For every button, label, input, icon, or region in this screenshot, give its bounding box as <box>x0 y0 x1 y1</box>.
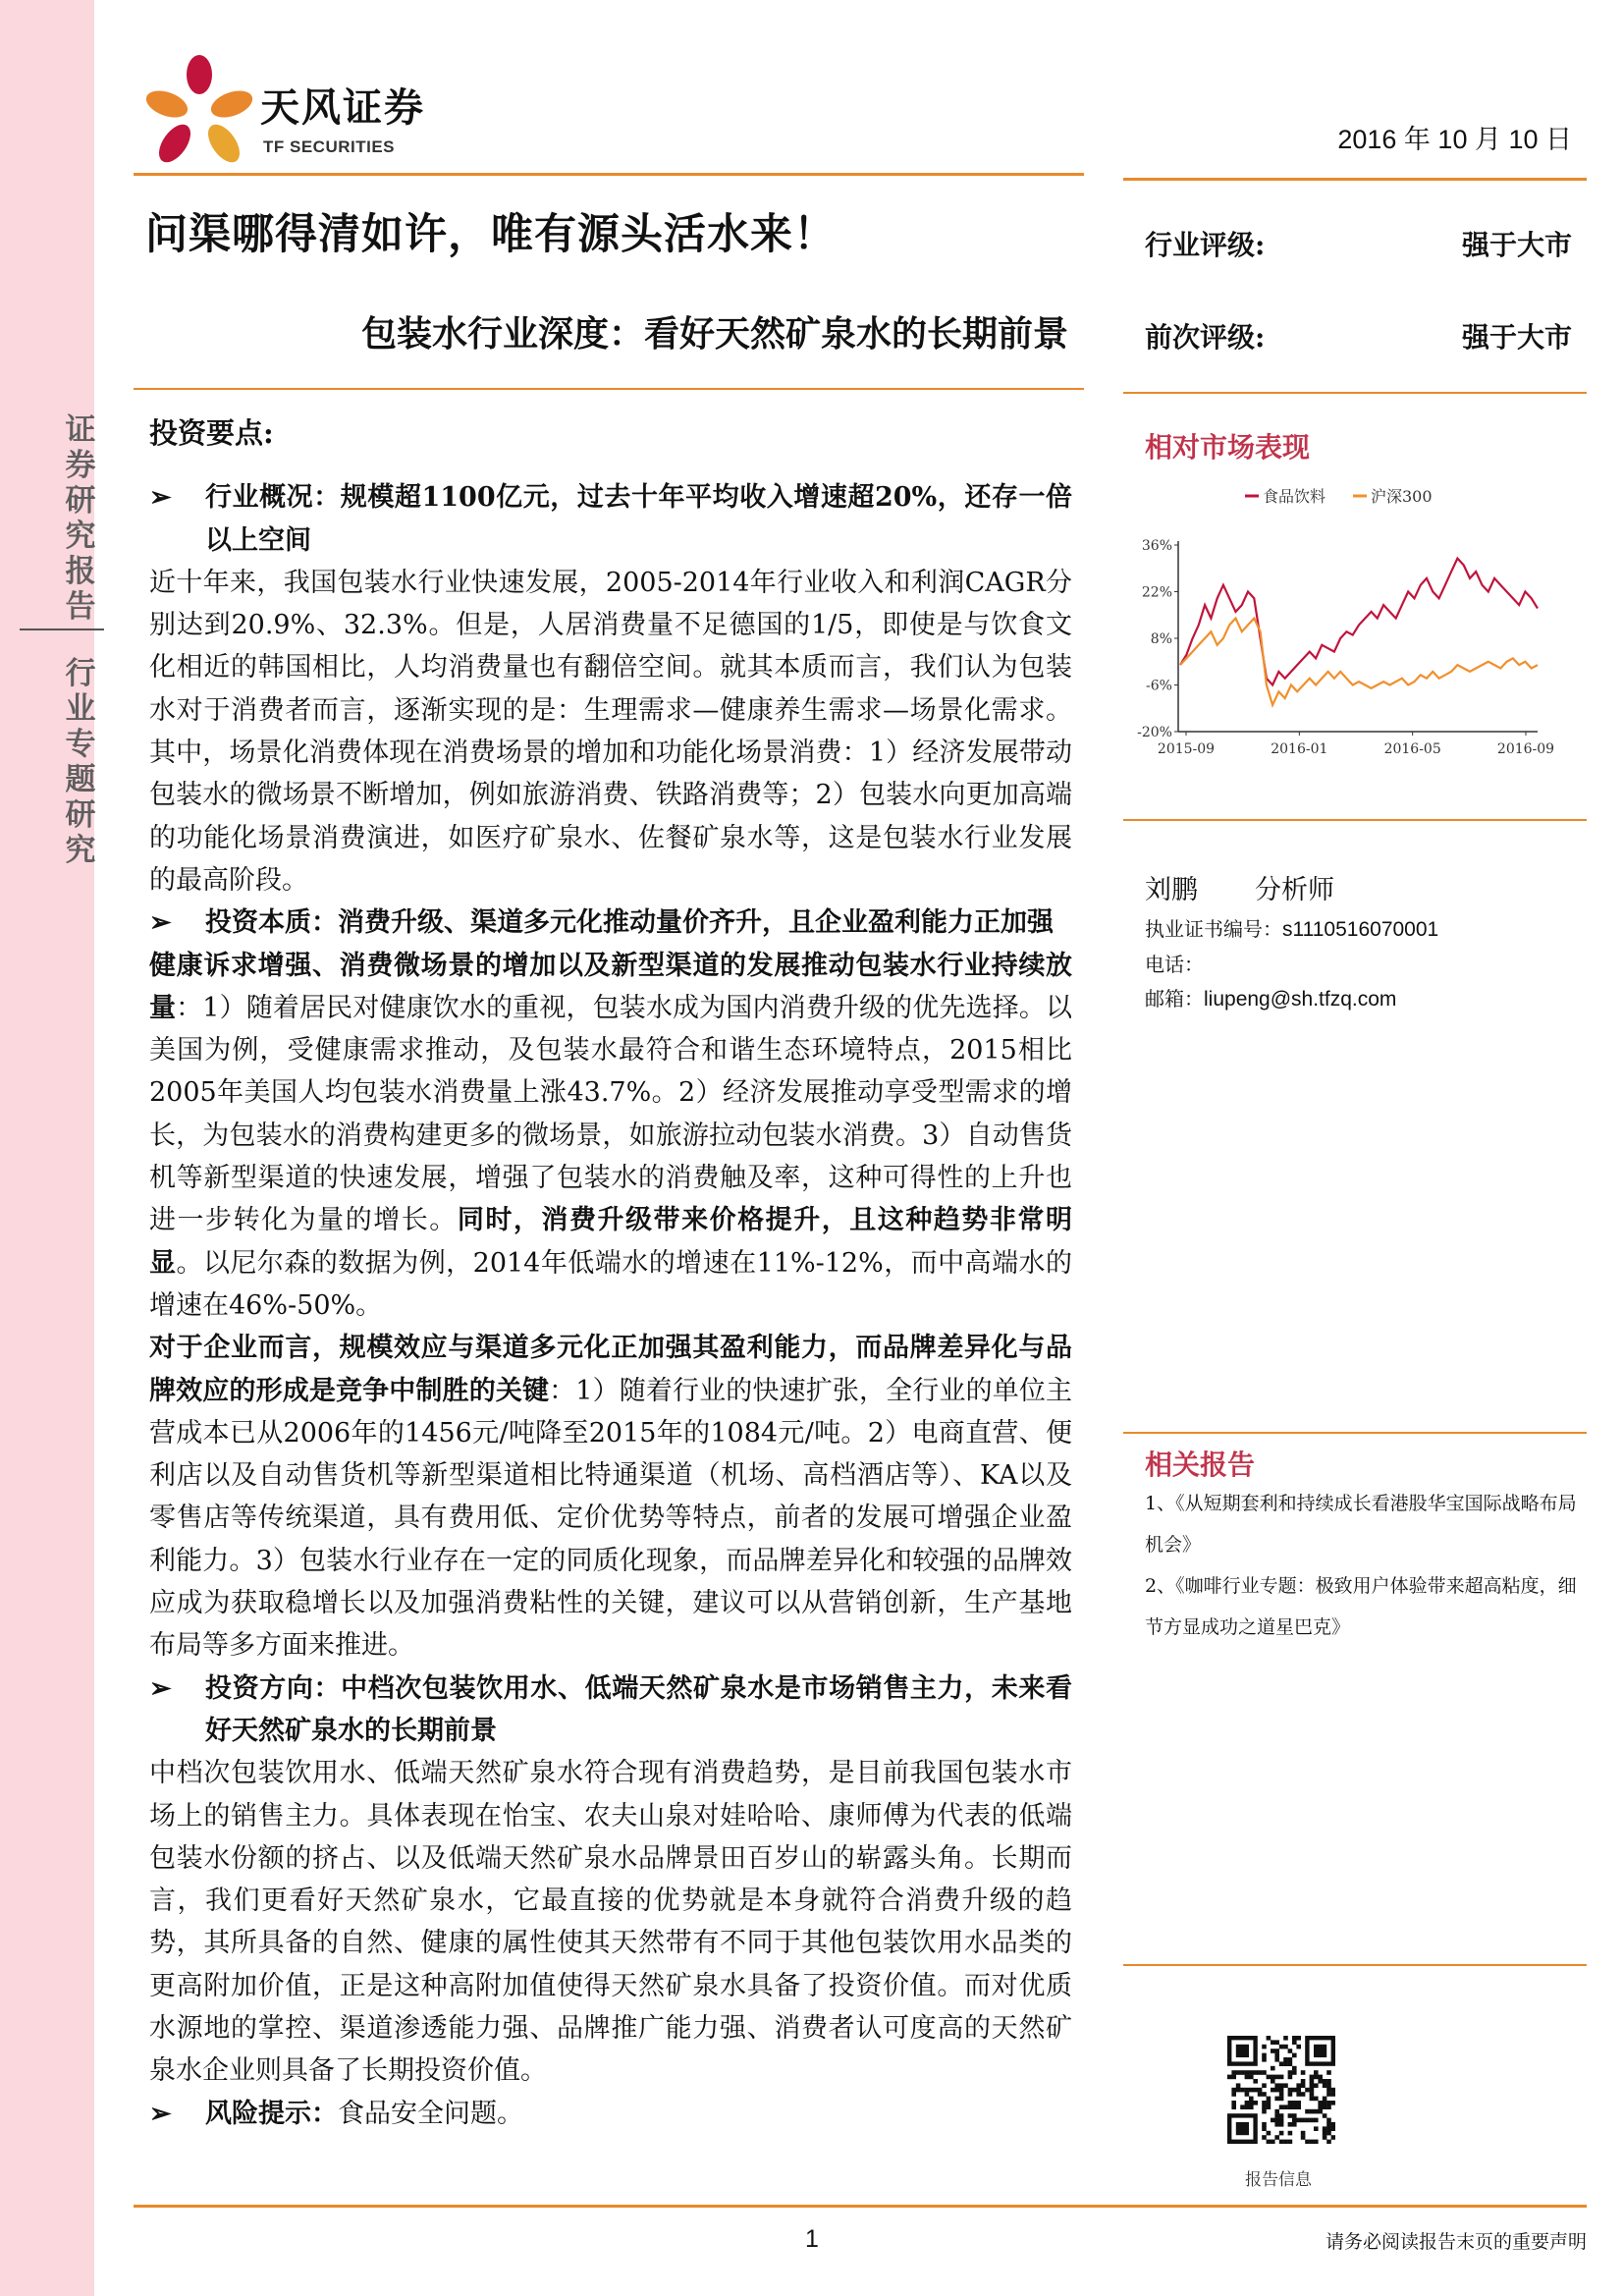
qr-module <box>1279 2061 1284 2066</box>
qr-module <box>1271 2075 1275 2080</box>
qr-module <box>1288 2105 1293 2109</box>
sidebar-char: 题 <box>65 762 96 797</box>
qr-module <box>1292 2088 1297 2093</box>
qr-module <box>1292 2066 1297 2071</box>
qr-module <box>1310 2088 1315 2093</box>
related-reports-title: 相关报告 <box>1145 1449 1256 1481</box>
sidebar-char: 究 <box>65 833 96 868</box>
qr-module <box>1314 2070 1319 2075</box>
sidebar-divider <box>20 629 104 630</box>
y-tick-label: 22% <box>1141 584 1172 601</box>
qr-module <box>1279 2097 1284 2102</box>
qr-module <box>1274 2057 1279 2062</box>
qr-module <box>1296 2088 1301 2093</box>
qr-module <box>1227 2075 1232 2080</box>
qr-module <box>1326 2131 1331 2136</box>
qr-module <box>1331 2101 1335 2105</box>
qr-module <box>1314 2126 1319 2131</box>
qr-module <box>1288 2122 1293 2127</box>
qr-module <box>1262 2092 1267 2097</box>
section-heading: 投资要点: <box>149 416 274 450</box>
qr-module <box>1314 2097 1319 2102</box>
legend-label-hs300: 沪深300 <box>1371 487 1433 506</box>
qr-module <box>1283 2140 1288 2144</box>
qr-module <box>1288 2070 1293 2075</box>
qr-module <box>1253 2070 1258 2075</box>
analyst-name-row <box>1145 874 1438 907</box>
qr-module <box>1279 2140 1284 2144</box>
qr-module <box>1305 2109 1310 2114</box>
sidebar-label-category <box>63 656 98 868</box>
title-rule <box>134 388 1084 390</box>
market-performance-title: 相对市场表现 <box>1145 431 1311 464</box>
qr-module <box>1274 2097 1279 2102</box>
qr-module <box>1288 2092 1293 2097</box>
qr-module <box>1262 2057 1267 2062</box>
risk-text: 食品安全问题。 <box>338 2098 523 2129</box>
qr-module <box>1323 2113 1327 2118</box>
qr-module <box>1310 2083 1315 2088</box>
qr-module <box>1292 2105 1297 2109</box>
text: ：1）随着行业的快速扩张，全行业的单位主营成本已从2006年的1456元/吨降至2015年的1084元/吨。2）电商直营、便利店以及自动售货机等新型渠道相比特通渠道（机场、高档酒店等）、KA以及零售店等传统渠道，具有费用低、定价优势等特点，前者的发展可增强企业盈利能力。3）包装水行业存在一定的同质化现象，而品牌差异化和较强的品牌效应成为获取稳增长以及加强消费粘性的关键，建议可以从营销创新，生产基地布局等多方面来推进。 <box>149 1375 1072 1662</box>
analyst-email-row <box>1145 981 1438 1016</box>
rating-rule <box>1123 392 1587 394</box>
qr-module <box>1331 2092 1335 2097</box>
qr-module <box>1296 2118 1301 2123</box>
qr-module <box>1274 2088 1279 2093</box>
bullet-risk <box>149 2093 1072 2135</box>
qr-module <box>1231 2105 1236 2109</box>
qr-module <box>1267 2131 1271 2136</box>
qr-module <box>1296 2105 1301 2109</box>
legend-label-food: 食品饮料 <box>1263 487 1326 506</box>
page-subtitle: 包装水行业深度：看好天然矿泉水的长期前景 <box>360 313 1068 355</box>
y-tick-label: -6% <box>1146 678 1172 694</box>
qr-module <box>1331 2135 1335 2140</box>
qr-module <box>1310 2109 1315 2114</box>
qr-module <box>1274 2109 1279 2114</box>
x-tick-label: 2016-05 <box>1383 741 1441 757</box>
arrow-bullet-icon: ➢ <box>149 907 172 939</box>
qr-module <box>1326 2118 1331 2123</box>
qr-module <box>1240 2105 1245 2109</box>
qr-module <box>1253 2088 1258 2093</box>
sidebar-char: 行 <box>65 656 96 691</box>
sidebar-char: 证 <box>65 412 96 448</box>
qr-module <box>1283 2045 1288 2050</box>
qr-module <box>1262 2105 1267 2109</box>
qr-module <box>1245 2088 1250 2093</box>
qr-module <box>1288 2049 1293 2053</box>
qr-module <box>1310 2075 1315 2080</box>
report-date: 2016 年 10 月 10 日 <box>1337 125 1572 154</box>
related-bottom-rule <box>1123 1964 1587 1966</box>
x-tick-label: 2016-01 <box>1271 741 1328 757</box>
sidebar-char: 业 <box>65 691 96 727</box>
qr-module <box>1292 2101 1297 2105</box>
qr-module <box>1331 2122 1335 2127</box>
qr-module <box>1318 2105 1323 2109</box>
qr-module <box>1318 2101 1323 2105</box>
qr-module <box>1236 2088 1241 2093</box>
qr-module <box>1274 2040 1279 2045</box>
qr-module <box>1245 2070 1250 2075</box>
qr-module <box>1296 2036 1301 2041</box>
bullet-investment-essence <box>149 902 1072 944</box>
sidebar-char: 研 <box>65 797 96 833</box>
qr-module <box>1301 2131 1306 2136</box>
analyst-phone-row <box>1145 947 1438 981</box>
qr-module <box>1323 2131 1327 2136</box>
qr-module <box>1288 2131 1293 2136</box>
qr-module <box>1323 2105 1327 2109</box>
qr-module <box>1288 2057 1293 2062</box>
qr-module <box>1292 2070 1297 2075</box>
bullet-title: 投资本质：消费升级、渠道多元化推动量价齐升，且企业盈利能力正加强 <box>205 907 1054 939</box>
qr-module <box>1262 2053 1267 2058</box>
industry-rating-value: 强于大市 <box>1461 229 1572 261</box>
qr-module <box>1262 2135 1267 2140</box>
sidebar-label-report-type <box>63 412 98 625</box>
qr-module <box>1301 2070 1306 2075</box>
y-tick-label: 36% <box>1141 538 1172 554</box>
qr-module <box>1245 2075 1250 2080</box>
qr-module <box>1318 2075 1323 2080</box>
analyst-block <box>1145 874 1438 1016</box>
qr-module <box>1271 2088 1275 2093</box>
qr-module <box>1274 2135 1279 2140</box>
industry-rating-label: 行业评级: <box>1145 229 1266 261</box>
qr-module <box>1288 2101 1293 2105</box>
qr-module <box>1271 2040 1275 2045</box>
qr-module <box>1274 2049 1279 2053</box>
qr-module <box>1292 2113 1297 2118</box>
footer-rule <box>134 2205 1587 2208</box>
email-label: 邮箱： <box>1145 987 1204 1011</box>
qr-module <box>1274 2075 1279 2080</box>
paragraph: 中档次包装饮用水、低端天然矿泉水符合现有消费趋势，是目前我国包装水市场上的销售主力。具体表现在怡宝、农夫山泉对娃哈哈、康师傅为代表的低端包装水份额的挤占、以及低端天然矿泉水品牌景田百岁山的崭露头角。长期而言，我们更看好天然矿泉水，它最直接的优势就是本身就符合消费升级的趋势，其所具备的自然、健康的属性使其天然带有不同于其他包装饮用水品类的更高附加价值，正是这种高附加值使得天然矿泉水具备了投资价值。而对优质水源地的掌控、渠道渗透能力强、品牌推广能力强、消费者认可度高的天然矿泉水企业则具备了长期投资价值。 <box>149 1758 1072 2087</box>
email-link[interactable]: liupeng@sh.tfzq.com <box>1204 988 1397 1011</box>
qr-module <box>1283 2057 1288 2062</box>
qr-module <box>1288 2140 1293 2144</box>
previous-rating-value: 强于大市 <box>1461 321 1572 354</box>
qr-module <box>1279 2118 1284 2123</box>
investment-highlights <box>149 412 1072 2135</box>
qr-module <box>1253 2101 1258 2105</box>
cert-number: s1110516070001 <box>1282 918 1439 941</box>
cert-label: 执业证书编号： <box>1145 917 1282 941</box>
qr-module <box>1323 2135 1327 2140</box>
chart-bottom-rule <box>1123 819 1587 821</box>
qr-module <box>1279 2105 1284 2109</box>
qr-module <box>1258 2088 1263 2093</box>
qr-module <box>1271 2066 1275 2071</box>
qr-module <box>1240 2070 1245 2075</box>
qr-module <box>1279 2131 1284 2136</box>
qr-module <box>1249 2088 1254 2093</box>
tf-logo-icon <box>145 55 253 171</box>
paragraph <box>149 1327 1072 1667</box>
risk-label: 风险提示： <box>205 2098 338 2129</box>
bold-lead: 对于企业而言，规模效应与渠道多元化正加强其盈利能力，而品牌差异化与品牌效应的形成是竞争中制胜的关键 <box>149 1333 1072 1406</box>
qr-module <box>1301 2092 1306 2097</box>
bullet-title: 投资方向：中档次包装饮用水、低端天然矿泉水是市场销售主力，未来看好天然矿泉水的长期前景 <box>205 1672 1072 1746</box>
qr-module <box>1267 2075 1271 2080</box>
qr-module <box>1279 2122 1284 2127</box>
qr-module <box>1249 2101 1254 2105</box>
chart-legend <box>1245 487 1433 506</box>
qr-module <box>1236 2045 1249 2057</box>
x-tick-label: 2016-09 <box>1496 741 1555 757</box>
qr-module <box>1323 2101 1327 2105</box>
qr-module <box>1231 2088 1236 2093</box>
qr-module <box>1314 2118 1319 2123</box>
qr-module <box>1296 2045 1301 2050</box>
qr-module <box>1279 2113 1284 2118</box>
qr-module <box>1236 2083 1241 2088</box>
qr-module <box>1323 2097 1327 2102</box>
qr-module <box>1326 2126 1331 2131</box>
bold-lead: 健康诉求增强、消费微场景的增加以及新型渠道的发展推动包装水行业持续放量 <box>149 950 1072 1023</box>
qr-module <box>1245 2101 1250 2105</box>
qr-module <box>1262 2101 1267 2105</box>
qr-module <box>1236 2122 1249 2135</box>
qr-module <box>1262 2109 1267 2114</box>
qr-module <box>1253 2079 1258 2084</box>
related-report-item[interactable]: 1、《从短期套利和持续成长看港股华宝国际战略布局机会》 <box>1145 1493 1577 1556</box>
qr-module <box>1231 2075 1236 2080</box>
qr-module <box>1326 2101 1331 2105</box>
qr-module <box>1279 2092 1284 2097</box>
brand-name-en: TF SECURITIES <box>263 137 396 156</box>
qr-module <box>1262 2070 1267 2075</box>
qr-module <box>1305 2118 1310 2123</box>
qr-module <box>1301 2083 1306 2088</box>
qr-module <box>1331 2126 1335 2131</box>
qr-module <box>1326 2105 1331 2109</box>
qr-module <box>1279 2075 1284 2080</box>
analyst-name: 刘鹏 <box>1145 875 1198 905</box>
arrow-bullet-icon: ➢ <box>149 2098 172 2129</box>
qr-module <box>1314 2075 1319 2080</box>
previous-rating-label: 前次评级: <box>1145 321 1266 354</box>
qr-module <box>1301 2079 1306 2084</box>
qr-module <box>1310 2140 1315 2144</box>
qr-label: 报告信息 <box>1245 2170 1312 2190</box>
qr-module <box>1301 2118 1306 2123</box>
qr-module <box>1283 2036 1288 2041</box>
y-tick-label: -20% <box>1137 725 1172 740</box>
qr-module <box>1249 2105 1254 2109</box>
qr-module <box>1283 2083 1288 2088</box>
qr-module <box>1288 2088 1293 2093</box>
paragraph <box>149 945 1072 1328</box>
series-line-hs300 <box>1180 619 1538 705</box>
qr-module <box>1326 2088 1331 2093</box>
analyst-cert-row <box>1145 911 1438 947</box>
qr-module <box>1310 2092 1315 2097</box>
market-performance-chart <box>1137 476 1569 791</box>
qr-module <box>1296 2083 1301 2088</box>
bold-lead: 同时，消费升级带来价格提升，且这种趋势非常明显 <box>149 1205 1072 1279</box>
qr-module <box>1310 2118 1315 2123</box>
page-number: 1 <box>805 2225 819 2253</box>
qr-module <box>1288 2061 1293 2066</box>
related-report-item[interactable]: 2、《咖啡行业专题：极致用户体验带来超高粘度，细节方显成功之道星巴克》 <box>1145 1575 1577 1638</box>
qr-module <box>1310 2079 1315 2084</box>
qr-module <box>1271 2140 1275 2144</box>
sidebar-char: 告 <box>65 589 96 625</box>
qr-module <box>1318 2109 1323 2114</box>
arrow-bullet-icon: ➢ <box>149 482 172 514</box>
qr-module <box>1292 2036 1297 2041</box>
qr-module <box>1305 2088 1310 2093</box>
sidebar-char: 券 <box>65 448 96 483</box>
related-top-rule <box>1123 1432 1587 1434</box>
qr-module <box>1267 2101 1271 2105</box>
qr-module <box>1258 2070 1263 2075</box>
qr-module <box>1274 2122 1279 2127</box>
sidebar-band <box>0 0 94 2296</box>
qr-module <box>1331 2088 1335 2093</box>
y-tick-label: 8% <box>1150 631 1172 647</box>
bullet-title: 行业概况：规模超1100亿元，过去十年平均收入增速超20%，还存一倍以上空间 <box>205 482 1072 556</box>
qr-module <box>1296 2092 1301 2097</box>
qr-module <box>1292 2040 1297 2045</box>
paragraph: 近十年来，我国包装水行业快速发展，2005-2014年行业收入和利润CAGR分别达到20.9%、32.3%。但是，人居消费量不足德国的1/5，即使是与饮食文化相近的韩国相比，人均消费量也有翻倍空间。就其本质而言，我们认为包装水对于消费者而言，逐渐实现的是：生理需求—健康养生需求—场景化需求。其中，场景化消费体现在消费场景的增加和功能化场景消费：1）经济发展带动包装水的微场景不断增加，例如旅游消费、铁路消费等；2）包装水向更加高端的功能化场景消费演进，如医疗矿泉水、佐餐矿泉水等，这是包装水行业发展的最高阶段。 <box>149 567 1072 896</box>
qr-module <box>1267 2105 1271 2109</box>
qr-module <box>1236 2070 1241 2075</box>
qr-module <box>1305 2140 1310 2144</box>
qr-module <box>1314 2083 1319 2088</box>
qr-module <box>1267 2036 1271 2041</box>
qr-module <box>1326 2079 1331 2084</box>
qr-module <box>1249 2097 1254 2102</box>
related-reports-list <box>1145 1483 1587 1648</box>
arrow-bullet-icon: ➢ <box>149 1672 172 1704</box>
qr-module <box>1296 2101 1301 2105</box>
qr-module <box>1326 2083 1331 2088</box>
qr-module <box>1267 2097 1271 2102</box>
qr-module <box>1271 2118 1275 2123</box>
qr-module <box>1249 2075 1254 2080</box>
qr-module <box>1249 2070 1254 2075</box>
qr-module <box>1292 2122 1297 2127</box>
qr-module <box>1258 2092 1263 2097</box>
qr-module <box>1323 2083 1327 2088</box>
qr-module <box>1283 2061 1288 2066</box>
qr-module <box>1231 2101 1236 2105</box>
x-tick-label: 2015-09 <box>1157 741 1216 757</box>
qr-module <box>1288 2075 1293 2080</box>
qr-module <box>1245 2092 1250 2097</box>
qr-module <box>1245 2105 1250 2109</box>
phone-label: 电话： <box>1145 953 1204 976</box>
qr-module <box>1301 2135 1306 2140</box>
disclaimer: 请务必阅读报告末页的重要声明 <box>1325 2231 1587 2253</box>
qr-module <box>1326 2070 1331 2075</box>
qr-module <box>1314 2045 1326 2057</box>
qr-module <box>1262 2122 1267 2127</box>
header-rule-left <box>134 173 1084 176</box>
page-title: 问渠哪得清如许，唯有源头活水来！ <box>145 210 837 259</box>
qr-module <box>1262 2045 1267 2050</box>
qr-module <box>1262 2126 1267 2131</box>
qr-module <box>1274 2118 1279 2123</box>
qr-module <box>1326 2122 1331 2127</box>
qr-module <box>1292 2118 1297 2123</box>
qr-module <box>1279 2088 1284 2093</box>
sidebar-char: 研 <box>65 483 96 519</box>
qr-module <box>1279 2083 1284 2088</box>
qr-module <box>1274 2083 1279 2088</box>
qr-code-icon[interactable] <box>1227 2036 1335 2144</box>
text: ：1）随着居民对健康饮水的重视，包装水成为国内消费升级的优先选择。以美国为例，受健康需求推动，及包装水最符合和谐生态环境特点，2015相比2005年美国人均包装水消费量上涨43.7%。2）经济发展推动享受型需求的增长，为包装水的消费构建更多的微场景，如旅游拉动包装水消费。3）自动售货机等新型渠道的快速发展，增强了包装水的消费触及率，这种可得性的上升也进一步转化为量的增长。 <box>149 992 1073 1236</box>
qr-module <box>1314 2140 1319 2144</box>
qr-module <box>1231 2092 1236 2097</box>
sidebar-char: 报 <box>65 554 96 589</box>
qr-module <box>1292 2053 1297 2058</box>
qr-module <box>1323 2126 1327 2131</box>
sidebar-char: 究 <box>65 519 96 554</box>
qr-module <box>1326 2140 1331 2144</box>
qr-module <box>1279 2045 1284 2050</box>
qr-module <box>1326 2092 1331 2097</box>
text: 。以尼尔森的数据为例，2014年低端水的增速在11%-12%，而中高端水的增速在46%-50%。 <box>149 1247 1073 1321</box>
qr-module <box>1262 2083 1267 2088</box>
qr-module <box>1240 2088 1245 2093</box>
brand-name-cn: 天风证券 <box>260 85 425 131</box>
bullet-industry-overview <box>149 476 1072 562</box>
bullet-investment-direction <box>149 1667 1072 1753</box>
qr-module <box>1274 2113 1279 2118</box>
qr-module <box>1267 2140 1271 2144</box>
analyst-role: 分析师 <box>1255 875 1334 905</box>
qr-module <box>1323 2079 1327 2084</box>
qr-module <box>1231 2070 1236 2075</box>
sidebar-char: 专 <box>65 727 96 762</box>
qr-module <box>1288 2113 1293 2118</box>
qr-module <box>1283 2105 1288 2109</box>
qr-module <box>1274 2053 1279 2058</box>
qr-module <box>1271 2079 1275 2084</box>
qr-module <box>1271 2049 1275 2053</box>
header-rule-right <box>1123 178 1587 181</box>
qr-module <box>1318 2079 1323 2084</box>
qr-module <box>1314 2109 1319 2114</box>
qr-module <box>1310 2097 1315 2102</box>
